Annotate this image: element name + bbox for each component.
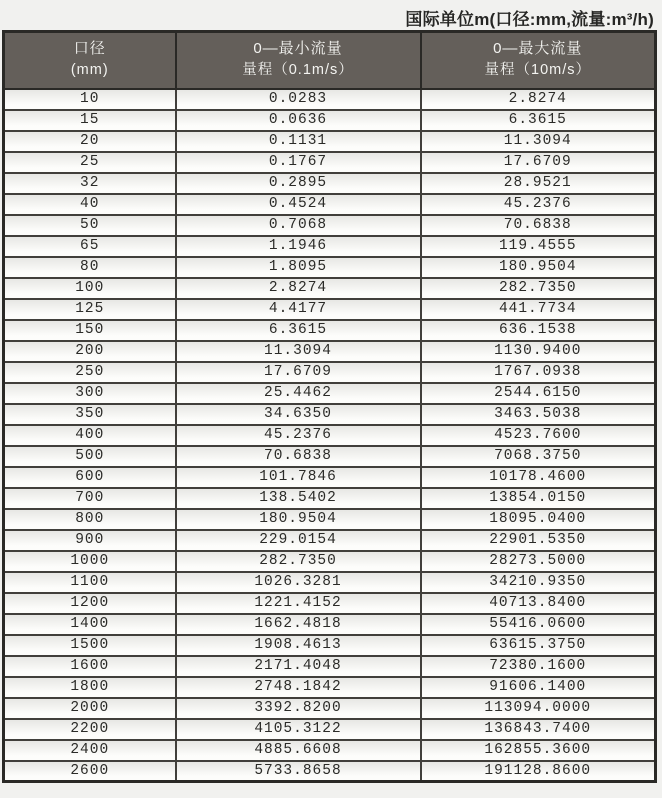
table-row bbox=[4, 257, 656, 278]
table-row bbox=[4, 278, 656, 299]
min-flow-cell: 0.2895 bbox=[176, 173, 421, 194]
table-row bbox=[4, 89, 656, 110]
header-min-flow-label: 0—最小流量 bbox=[253, 40, 343, 57]
diameter-cell: 80 bbox=[4, 257, 176, 278]
diameter-cell: 400 bbox=[4, 425, 176, 446]
max-flow-cell: 119.4555 bbox=[421, 236, 656, 257]
max-flow-cell: 7068.3750 bbox=[421, 446, 656, 467]
diameter-cell: 15 bbox=[4, 110, 176, 131]
table-row bbox=[4, 698, 656, 719]
min-flow-cell: 1.8095 bbox=[176, 257, 421, 278]
header-diameter-label: 口径 bbox=[73, 40, 106, 57]
min-flow-cell: 0.0283 bbox=[176, 89, 421, 110]
min-flow-cell: 4105.3122 bbox=[176, 719, 421, 740]
table-row bbox=[4, 656, 656, 677]
max-flow-cell: 113094.0000 bbox=[421, 698, 656, 719]
diameter-cell: 300 bbox=[4, 383, 176, 404]
max-flow-cell: 45.2376 bbox=[421, 194, 656, 215]
min-flow-cell: 3392.8200 bbox=[176, 698, 421, 719]
header-min-flow bbox=[176, 32, 421, 89]
diameter-cell: 10 bbox=[4, 89, 176, 110]
max-flow-cell: 22901.5350 bbox=[421, 530, 656, 551]
max-flow-cell: 282.7350 bbox=[421, 278, 656, 299]
diameter-cell: 1100 bbox=[4, 572, 176, 593]
max-flow-cell: 162855.3600 bbox=[421, 740, 656, 761]
max-flow-cell: 13854.0150 bbox=[421, 488, 656, 509]
diameter-cell: 2400 bbox=[4, 740, 176, 761]
max-flow-cell: 2.8274 bbox=[421, 89, 656, 110]
max-flow-cell: 18095.0400 bbox=[421, 509, 656, 530]
table-row bbox=[4, 194, 656, 215]
table-row bbox=[4, 215, 656, 236]
diameter-cell: 900 bbox=[4, 530, 176, 551]
min-flow-cell: 0.7068 bbox=[176, 215, 421, 236]
diameter-cell: 1200 bbox=[4, 593, 176, 614]
table-row bbox=[4, 404, 656, 425]
table-body bbox=[4, 89, 656, 782]
min-flow-cell: 2171.4048 bbox=[176, 656, 421, 677]
table-header bbox=[4, 32, 656, 89]
max-flow-cell: 191128.8600 bbox=[421, 761, 656, 782]
min-flow-cell: 4.4177 bbox=[176, 299, 421, 320]
table-row bbox=[4, 110, 656, 131]
header-min-flow-range: 量程（0.1m/s） bbox=[242, 61, 354, 78]
diameter-cell: 800 bbox=[4, 509, 176, 530]
min-flow-cell: 0.1767 bbox=[176, 152, 421, 173]
max-flow-cell: 55416.0600 bbox=[421, 614, 656, 635]
max-flow-cell: 70.6838 bbox=[421, 215, 656, 236]
min-flow-cell: 1026.3281 bbox=[176, 572, 421, 593]
min-flow-cell: 282.7350 bbox=[176, 551, 421, 572]
diameter-cell: 40 bbox=[4, 194, 176, 215]
diameter-cell: 700 bbox=[4, 488, 176, 509]
min-flow-cell: 1221.4152 bbox=[176, 593, 421, 614]
diameter-cell: 100 bbox=[4, 278, 176, 299]
max-flow-cell: 136843.7400 bbox=[421, 719, 656, 740]
min-flow-cell: 17.6709 bbox=[176, 362, 421, 383]
table-row bbox=[4, 236, 656, 257]
diameter-cell: 500 bbox=[4, 446, 176, 467]
diameter-cell: 1500 bbox=[4, 635, 176, 656]
max-flow-cell: 636.1538 bbox=[421, 320, 656, 341]
min-flow-cell: 0.1131 bbox=[176, 131, 421, 152]
diameter-cell: 65 bbox=[4, 236, 176, 257]
diameter-cell: 250 bbox=[4, 362, 176, 383]
min-flow-cell: 0.4524 bbox=[176, 194, 421, 215]
table-row bbox=[4, 341, 656, 362]
min-flow-cell: 70.6838 bbox=[176, 446, 421, 467]
min-flow-cell: 11.3094 bbox=[176, 341, 421, 362]
table-row bbox=[4, 677, 656, 698]
header-max-flow-label: 0—最大流量 bbox=[493, 40, 583, 57]
max-flow-cell: 28.9521 bbox=[421, 173, 656, 194]
table-row bbox=[4, 719, 656, 740]
header-max-flow-range: 量程（10m/s） bbox=[484, 61, 591, 78]
min-flow-cell: 229.0154 bbox=[176, 530, 421, 551]
diameter-cell: 1600 bbox=[4, 656, 176, 677]
max-flow-cell: 91606.1400 bbox=[421, 677, 656, 698]
min-flow-cell: 1908.4613 bbox=[176, 635, 421, 656]
diameter-cell: 20 bbox=[4, 131, 176, 152]
min-flow-cell: 5733.8658 bbox=[176, 761, 421, 782]
min-flow-cell: 1662.4818 bbox=[176, 614, 421, 635]
table-row bbox=[4, 635, 656, 656]
max-flow-cell: 34210.9350 bbox=[421, 572, 656, 593]
table-row bbox=[4, 572, 656, 593]
table-row bbox=[4, 152, 656, 173]
max-flow-cell: 4523.7600 bbox=[421, 425, 656, 446]
max-flow-cell: 72380.1600 bbox=[421, 656, 656, 677]
table-row bbox=[4, 740, 656, 761]
min-flow-cell: 2.8274 bbox=[176, 278, 421, 299]
max-flow-cell: 10178.4600 bbox=[421, 467, 656, 488]
diameter-cell: 150 bbox=[4, 320, 176, 341]
table-row bbox=[4, 488, 656, 509]
table-row bbox=[4, 383, 656, 404]
table-row bbox=[4, 614, 656, 635]
diameter-cell: 1800 bbox=[4, 677, 176, 698]
header-max-flow bbox=[421, 32, 656, 89]
diameter-cell: 2000 bbox=[4, 698, 176, 719]
min-flow-cell: 1.1946 bbox=[176, 236, 421, 257]
diameter-cell: 2200 bbox=[4, 719, 176, 740]
diameter-cell: 25 bbox=[4, 152, 176, 173]
max-flow-cell: 1130.9400 bbox=[421, 341, 656, 362]
table-row bbox=[4, 467, 656, 488]
max-flow-cell: 2544.6150 bbox=[421, 383, 656, 404]
diameter-cell: 1000 bbox=[4, 551, 176, 572]
header-diameter bbox=[4, 32, 176, 89]
table-row bbox=[4, 593, 656, 614]
max-flow-cell: 3463.5038 bbox=[421, 404, 656, 425]
flow-range-table bbox=[2, 30, 657, 783]
diameter-cell: 125 bbox=[4, 299, 176, 320]
table-row bbox=[4, 320, 656, 341]
min-flow-cell: 4885.6608 bbox=[176, 740, 421, 761]
min-flow-cell: 2748.1842 bbox=[176, 677, 421, 698]
table-row bbox=[4, 362, 656, 383]
max-flow-cell: 40713.8400 bbox=[421, 593, 656, 614]
table-row bbox=[4, 530, 656, 551]
min-flow-cell: 6.3615 bbox=[176, 320, 421, 341]
diameter-cell: 50 bbox=[4, 215, 176, 236]
diameter-cell: 600 bbox=[4, 467, 176, 488]
min-flow-cell: 101.7846 bbox=[176, 467, 421, 488]
max-flow-cell: 63615.3750 bbox=[421, 635, 656, 656]
table-row bbox=[4, 299, 656, 320]
table-row bbox=[4, 425, 656, 446]
min-flow-cell: 180.9504 bbox=[176, 509, 421, 530]
max-flow-cell: 28273.5000 bbox=[421, 551, 656, 572]
min-flow-cell: 45.2376 bbox=[176, 425, 421, 446]
diameter-cell: 1400 bbox=[4, 614, 176, 635]
max-flow-cell: 11.3094 bbox=[421, 131, 656, 152]
header-row bbox=[4, 32, 656, 89]
table-row bbox=[4, 446, 656, 467]
table-row bbox=[4, 761, 656, 782]
max-flow-cell: 441.7734 bbox=[421, 299, 656, 320]
min-flow-cell: 0.0636 bbox=[176, 110, 421, 131]
min-flow-cell: 25.4462 bbox=[176, 383, 421, 404]
min-flow-cell: 34.6350 bbox=[176, 404, 421, 425]
diameter-cell: 200 bbox=[4, 341, 176, 362]
min-flow-cell: 138.5402 bbox=[176, 488, 421, 509]
max-flow-cell: 1767.0938 bbox=[421, 362, 656, 383]
diameter-cell: 2600 bbox=[4, 761, 176, 782]
max-flow-cell: 180.9504 bbox=[421, 257, 656, 278]
table-row bbox=[4, 131, 656, 152]
page-title: 国际单位m(口径:mm,流量:m³/h) bbox=[405, 10, 654, 29]
max-flow-cell: 17.6709 bbox=[421, 152, 656, 173]
max-flow-cell: 6.3615 bbox=[421, 110, 656, 131]
table-row bbox=[4, 173, 656, 194]
table-row bbox=[4, 551, 656, 572]
table-row bbox=[4, 509, 656, 530]
diameter-cell: 32 bbox=[4, 173, 176, 194]
diameter-cell: 350 bbox=[4, 404, 176, 425]
header-diameter-unit: (mm) bbox=[70, 61, 109, 78]
